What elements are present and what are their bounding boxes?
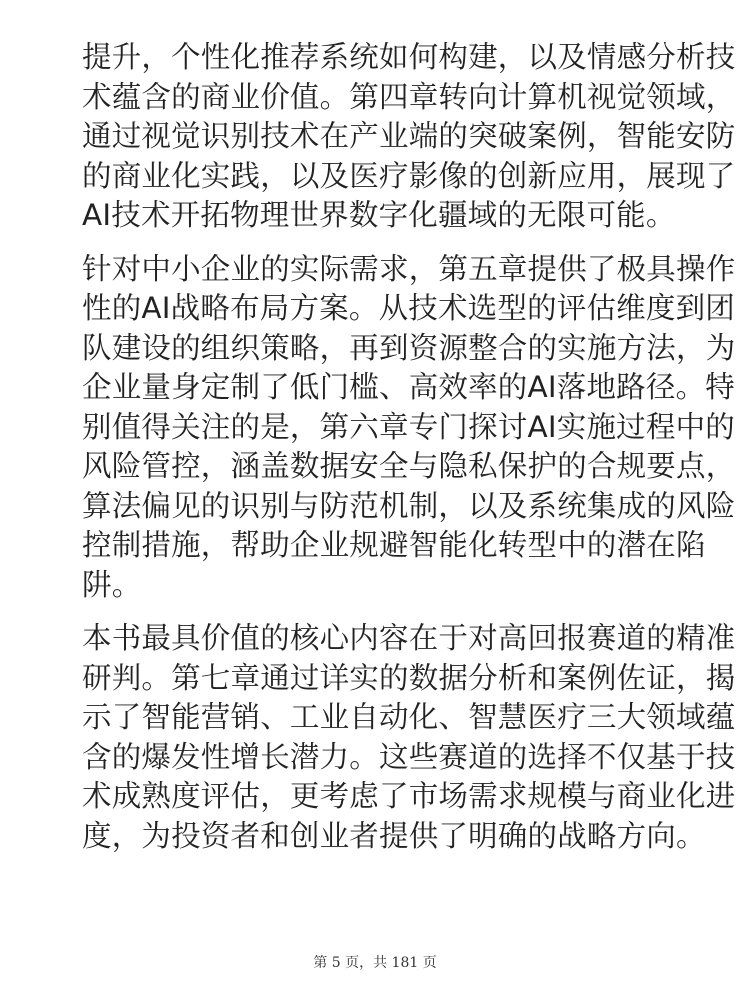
text-line: 风险管控，涵盖数据安全与隐私保护的合规要点， (82, 449, 736, 483)
text-line: 别值得关注的是，第六章专门探讨AI实施过程中的 (82, 409, 735, 444)
text-line: 含的爆发性增长潜力。这些赛道的选择不仅基于技 (82, 739, 736, 774)
paragraph-spacer (82, 605, 672, 619)
text-line: 术成熟度评估，更考虑了市场需求规模与商业化进 (82, 779, 736, 813)
text-line: 针对中小企业的实际需求，第五章提供了极具操作 (82, 251, 736, 286)
document-body (82, 38, 736, 856)
text-line: 阱。 (82, 567, 142, 602)
page-footer (0, 952, 750, 972)
text-line: 通过视觉识别技术在产业端的突破案例，智能安防 (82, 119, 736, 153)
text-line: 算法偏见的识别与防范机制，以及系统集成的风险 (82, 488, 736, 523)
text-line: 示了智能营销、工业自动化、智慧医疗三大领域蕴 (82, 700, 736, 734)
text-line: 研判。第七章通过详实的数据分析和案例佐证，揭 (82, 660, 736, 695)
text-line: 术蕴含的商业价值。第四章转向计算机视觉领域， (82, 79, 736, 114)
text-line: 度，为投资者和创业者提供了明确的战略方向。 (82, 818, 706, 853)
paragraph-3 (82, 619, 736, 856)
text-line: 企业量身定制了低门槛、高效率的AI落地路径。特 (82, 370, 735, 404)
text-line: AI技术开拓物理世界数字化疆域的无限可能。 (82, 198, 676, 232)
paragraph-spacer (82, 236, 672, 250)
paragraph-1 (82, 38, 736, 236)
text-line: 本书最具价值的核心内容在于对高回报赛道的精准 (82, 621, 736, 655)
text-line: 队建设的组织策略，再到资源整合的实施方法，为 (82, 330, 736, 365)
page-number: 第 5 页，共 181 页 (313, 955, 437, 971)
text-line: 性的AI战略布局方案。从技术选型的评估维度到团 (82, 291, 735, 325)
paragraph-2 (82, 250, 736, 606)
text-line: 的商业化实践，以及医疗影像的创新应用，展现了 (82, 158, 736, 193)
text-line: 提升，个性化推荐系统如何构建，以及情感分析技 (82, 40, 736, 74)
text-line: 控制措施，帮助企业规避智能化转型中的潜在陷 (82, 528, 706, 562)
